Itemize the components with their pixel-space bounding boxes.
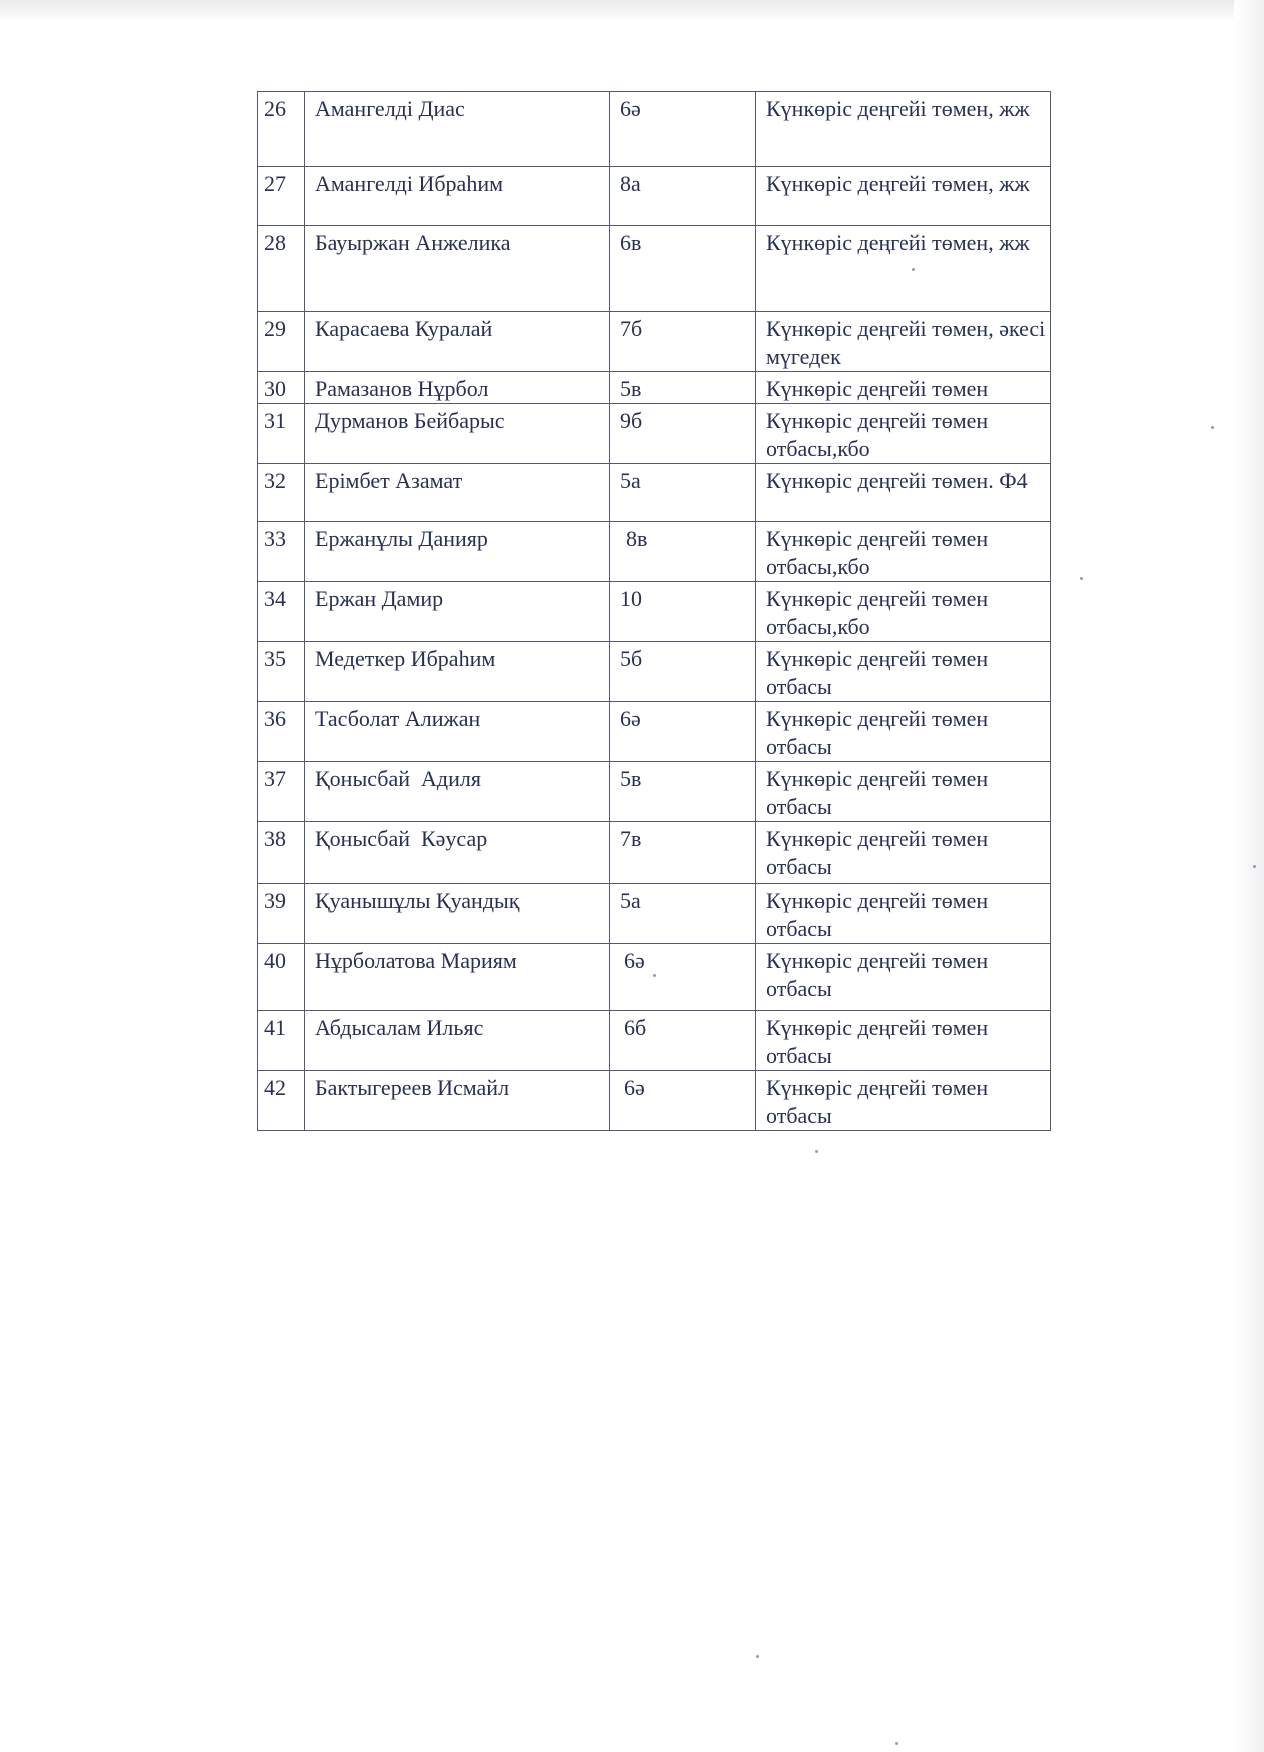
table-row [258,522,1051,582]
student-class: 6ә [610,92,756,167]
student-name: Нұрболатова Мариям [305,944,610,1011]
student-name: Қонысбай Кәусар [305,822,610,884]
row-number: 39 [258,884,305,944]
student-name: Бауыржан Анжелика [305,226,610,312]
student-name: Бактыгереев Исмайл [305,1071,610,1131]
row-number: 32 [258,464,305,522]
student-name: Абдысалам Ильяс [305,1011,610,1071]
student-class: 5б [610,642,756,702]
student-class: 6ә [610,944,756,1011]
table-row [258,404,1051,464]
scan-speck [895,1742,898,1745]
student-status: Күнкөріс деңгейі төмен отбасы [756,884,1051,944]
row-number: 30 [258,372,305,404]
student-name: Ерімбет Азамат [305,464,610,522]
student-status: Күнкөріс деңгейі төмен, әкесі мүгедек [756,312,1051,372]
row-number: 36 [258,702,305,762]
row-number: 40 [258,944,305,1011]
student-status: Күнкөріс деңгейі төмен отбасы [756,944,1051,1011]
student-status: Күнкөріс деңгейі төмен отбасы,кбо [756,522,1051,582]
table-row [258,642,1051,702]
student-status: Күнкөріс деңгейі төмен отбасы,кбо [756,582,1051,642]
table-row [258,312,1051,372]
row-number: 38 [258,822,305,884]
student-name: Қонысбай Адиля [305,762,610,822]
table-row [258,582,1051,642]
student-class: 9б [610,404,756,464]
student-status: Күнкөріс деңгейі төмен отбасы [756,822,1051,884]
row-number: 28 [258,226,305,312]
student-class: 7в [610,822,756,884]
student-status: Күнкөріс деңгейі төмен отбасы [756,642,1051,702]
scan-speck [653,974,656,977]
table-row [258,762,1051,822]
row-number: 26 [258,92,305,167]
scan-speck [912,268,915,271]
row-number: 41 [258,1011,305,1071]
student-name: Медеткер Ибраһим [305,642,610,702]
scan-speck [1253,865,1256,868]
scan-speck [1080,577,1083,580]
student-name: Тасболат Алижан [305,702,610,762]
student-status: Күнкөріс деңгейі төмен, жж [756,167,1051,226]
table-row [258,1071,1051,1131]
table-row [258,1011,1051,1071]
row-number: 35 [258,642,305,702]
table-row [258,372,1051,404]
student-status: Күнкөріс деңгейі төмен [756,372,1051,404]
student-class: 5а [610,464,756,522]
row-number: 37 [258,762,305,822]
student-status: Күнкөріс деңгейі төмен. Ф4 [756,464,1051,522]
row-number: 34 [258,582,305,642]
student-class: 7б [610,312,756,372]
student-name: Ержан Дамир [305,582,610,642]
table-row [258,464,1051,522]
student-class: 6ә [610,702,756,762]
student-name: Ержанұлы Данияр [305,522,610,582]
student-status: Күнкөріс деңгейі төмен отбасы,кбо [756,404,1051,464]
table-row [258,702,1051,762]
student-name: Рамазанов Нұрбол [305,372,610,404]
student-status: Күнкөріс деңгейі төмен отбасы [756,762,1051,822]
table-row [258,822,1051,884]
scan-speck [815,1150,818,1153]
row-number: 42 [258,1071,305,1131]
row-number: 29 [258,312,305,372]
student-status: Күнкөріс деңгейі төмен отбасы [756,702,1051,762]
row-number: 31 [258,404,305,464]
scan-edge-top [0,0,1264,22]
row-number: 33 [258,522,305,582]
student-class: 5а [610,884,756,944]
student-class: 6в [610,226,756,312]
student-class: 8а [610,167,756,226]
student-class: 8в [610,522,756,582]
table-row [258,884,1051,944]
student-name: Амангелді Диас [305,92,610,167]
scan-edge-right [1234,0,1264,1752]
table-row [258,167,1051,226]
student-class: 6б [610,1011,756,1071]
student-status: Күнкөріс деңгейі төмен, жж [756,92,1051,167]
student-name: Карасаева Куралай [305,312,610,372]
table-row [258,944,1051,1011]
table-row [258,92,1051,167]
student-name: Амангелді Ибраһим [305,167,610,226]
student-class: 5в [610,762,756,822]
student-name: Қуанышұлы Қуандық [305,884,610,944]
student-status: Күнкөріс деңгейі төмен отбасы [756,1011,1051,1071]
student-class: 10 [610,582,756,642]
scan-speck [756,1655,759,1658]
student-name: Дурманов Бейбарыс [305,404,610,464]
student-class: 6ә [610,1071,756,1131]
scan-speck [1211,426,1214,429]
row-number: 27 [258,167,305,226]
table-row [258,226,1051,312]
student-status: Күнкөріс деңгейі төмен, жж [756,226,1051,312]
student-status: Күнкөріс деңгейі төмен отбасы [756,1071,1051,1131]
student-class: 5в [610,372,756,404]
